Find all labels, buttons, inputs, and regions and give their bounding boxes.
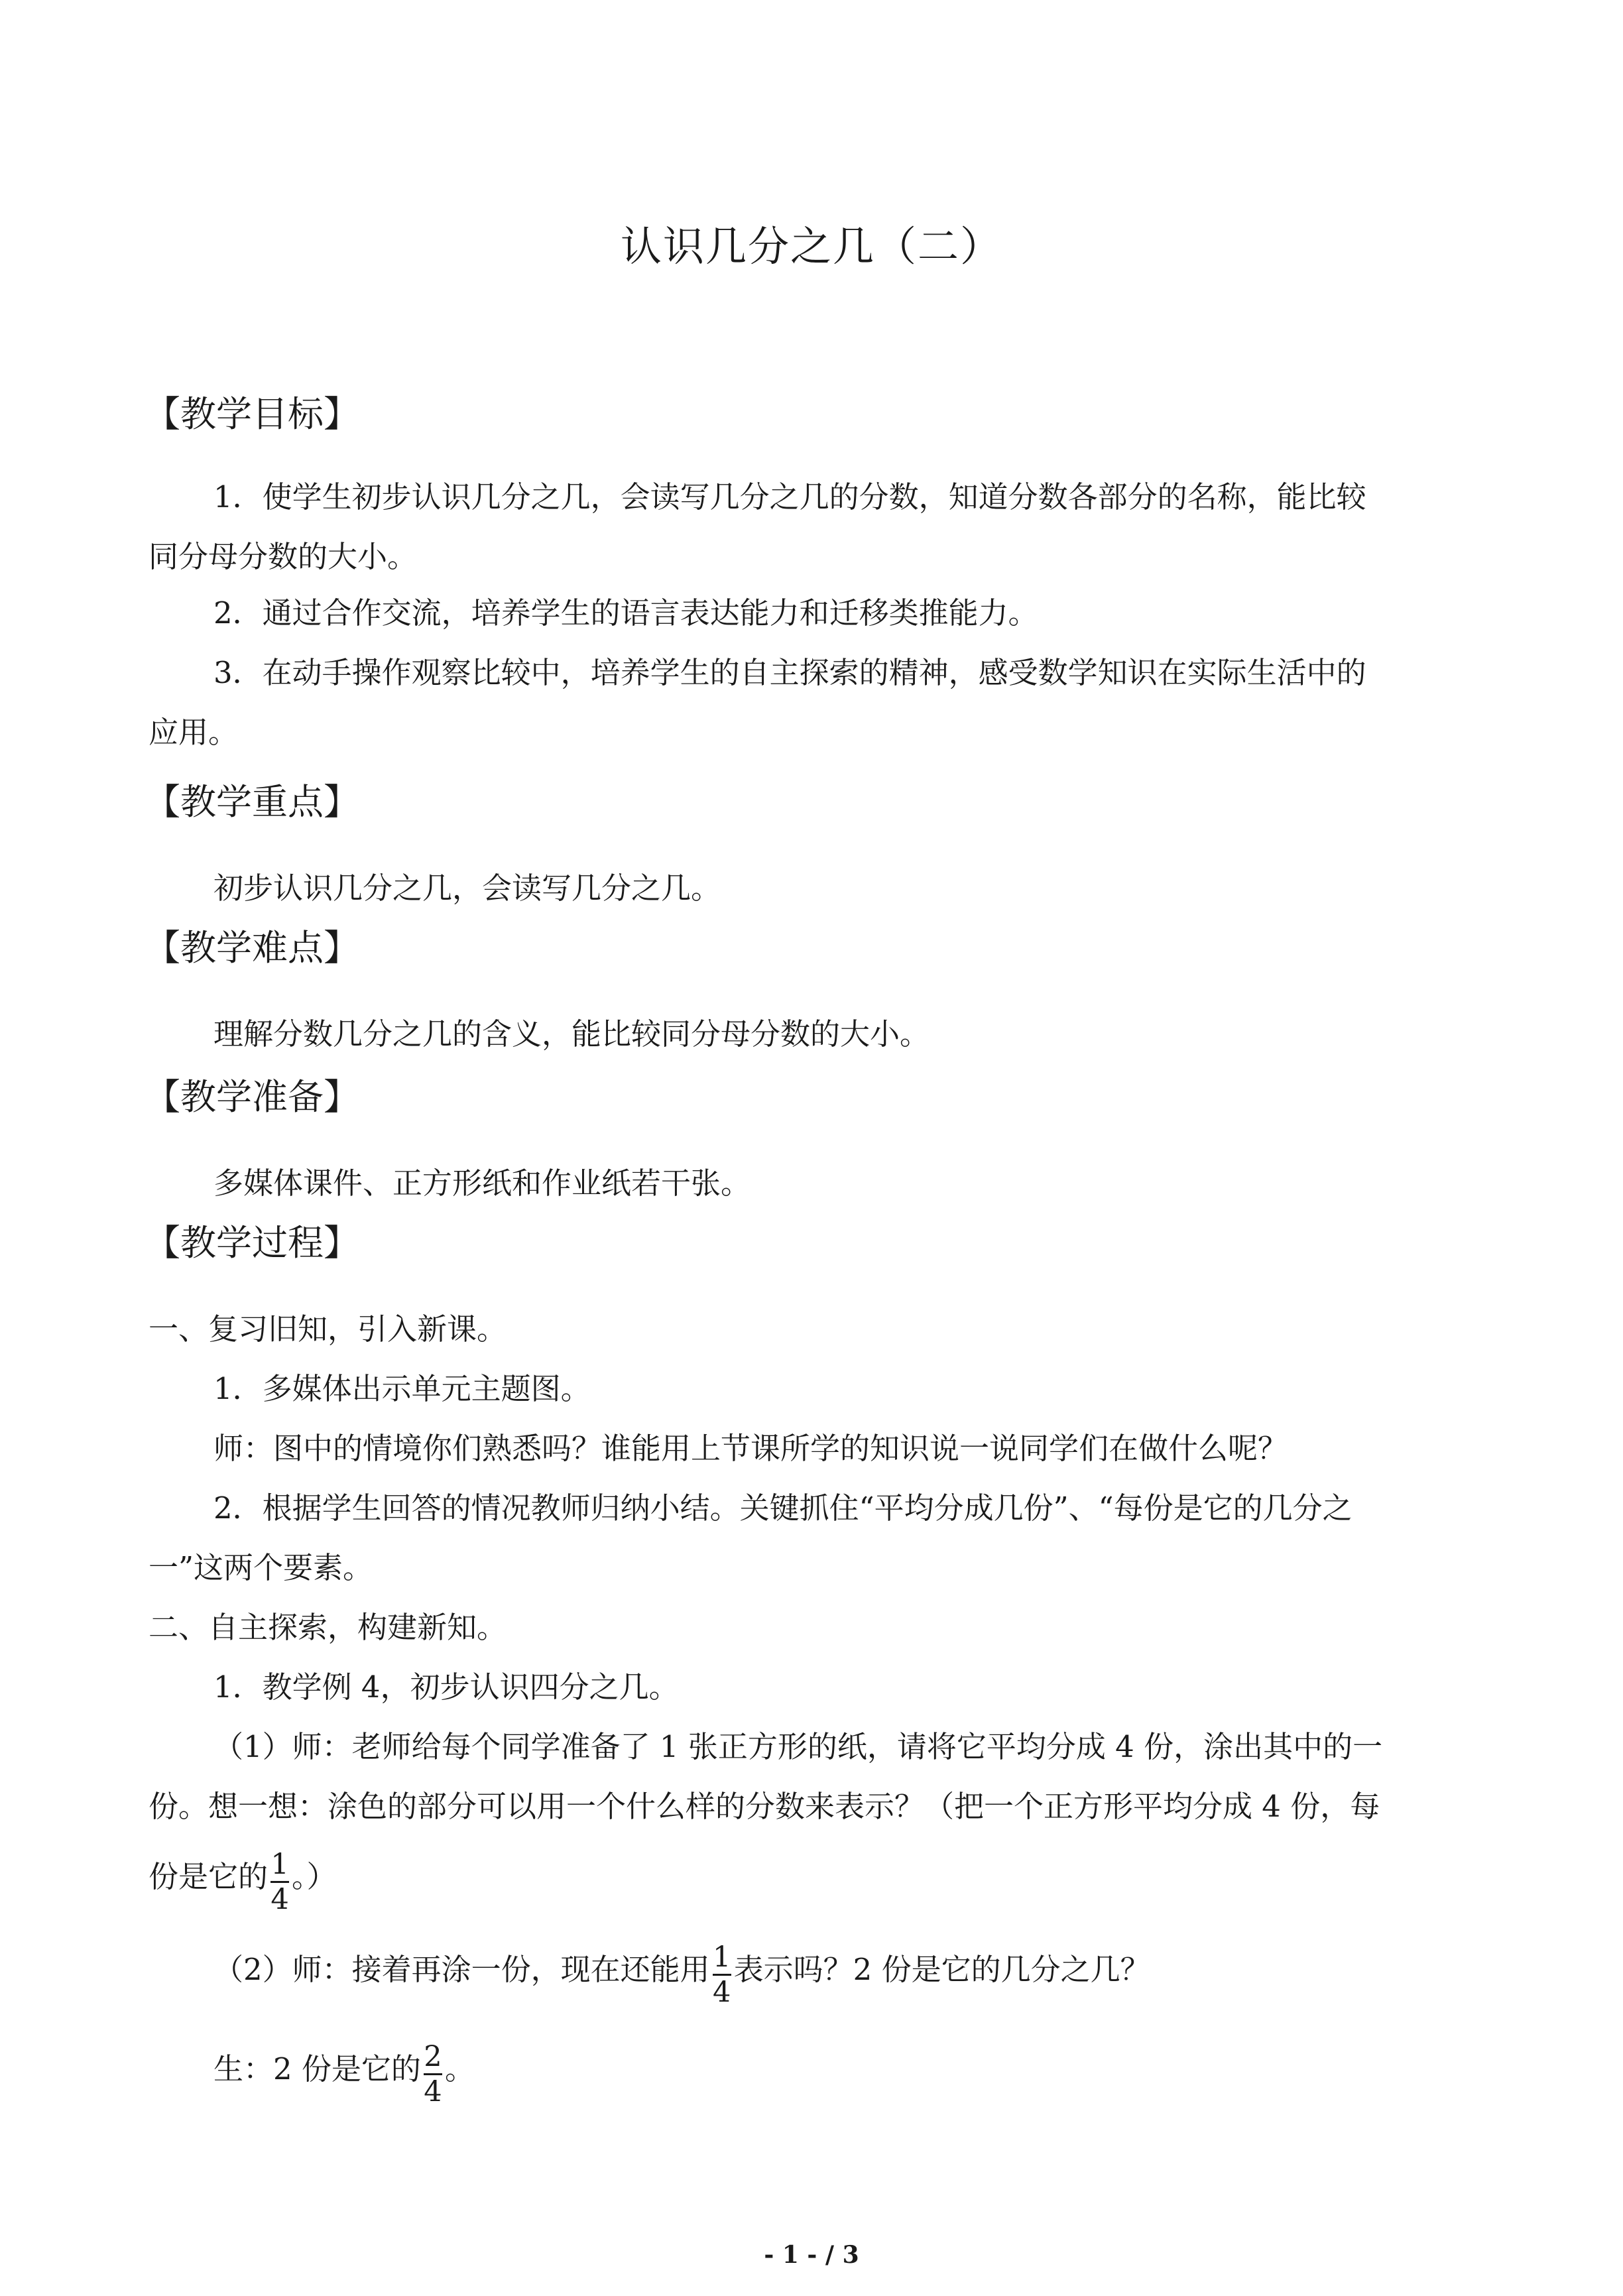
page-title: 认识几分之几（二）	[620, 222, 1002, 271]
process-item-2-line-2: 一”这两个要素。	[149, 1550, 373, 1585]
text-segment: 表示吗？2 份是它的几分之几？	[733, 1952, 1150, 1987]
difficult-text: 理解分数几分之几的含义，能比较同分母分数的大小。	[213, 1016, 930, 1052]
fraction-two-quarters	[424, 2041, 442, 2107]
process-step-2: 二、自主探索，构建新知。	[149, 1610, 507, 1645]
fraction-denominator: 4	[270, 1883, 289, 1916]
process-sub-1-line-3	[149, 1846, 337, 1916]
fraction-numerator: 1	[712, 1941, 731, 1974]
process-sub-1-line-1: （1）师：老师给每个同学准备了 1 张正方形的纸，请将它平均分成 4 份，涂出其中的一	[213, 1729, 1383, 1764]
text-segment: （2）师：接着再涂一份，现在还能用	[213, 1952, 710, 1987]
process-example-4: 1．教学例 4，初步认识四分之几。	[213, 1669, 679, 1705]
goal-3-line-2: 应用。	[149, 715, 239, 750]
process-sub-1-line-2: 份。想一想：涂色的部分可以用一个什么样的分数来表示？（把一个正方形平均分成 4 份，每	[149, 1789, 1380, 1824]
fraction-denominator: 4	[712, 1976, 731, 2009]
fraction-one-quarter	[270, 1849, 289, 1915]
goal-2: 2．通过合作交流，培养学生的语言表达能力和迁移类推能力。	[213, 595, 1038, 631]
prep-text: 多媒体课件、正方形纸和作业纸若干张。	[213, 1166, 751, 1201]
process-teacher-question: 师：图中的情境你们熟悉吗？谁能用上节课所学的知识说一说同学们在做什么呢？	[213, 1431, 1288, 1466]
process-item-1: 1．多媒体出示单元主题图。	[213, 1371, 591, 1406]
goal-1-line-1: 1．使学生初步认识几分之几，会读写几分之几的分数，知道分数各部分的名称，能比较	[213, 479, 1366, 514]
goal-3-line-1: 3．在动手操作观察比较中，培养学生的自主探索的精神，感受数学知识在实际生活中的	[213, 655, 1366, 690]
fraction-one-quarter	[713, 1942, 731, 2008]
text-segment: 。）	[292, 1859, 337, 1894]
process-item-2-line-1: 2．根据学生回答的情况教师归纳小结。关键抓住“平均分成几份”、“每份是它的几分之	[213, 1490, 1352, 1526]
section-heading-difficult: 【教学难点】	[145, 927, 359, 969]
fraction-numerator: 1	[270, 1848, 289, 1881]
section-heading-key: 【教学重点】	[145, 781, 359, 823]
section-heading-process: 【教学过程】	[145, 1222, 359, 1264]
section-heading-prep: 【教学准备】	[145, 1076, 359, 1118]
text-segment: 。	[444, 2051, 475, 2086]
section-heading-goals: 【教学目标】	[145, 393, 359, 435]
goal-1-line-2: 同分母分数的大小。	[149, 539, 418, 574]
process-student-answer	[213, 2039, 475, 2108]
page-number: - 1 - / 3	[764, 2241, 859, 2269]
text-segment: 份是它的	[149, 1859, 269, 1894]
key-text: 初步认识几分之几，会读写几分之几。	[213, 871, 721, 906]
process-sub-2	[213, 1939, 1150, 2009]
process-step-1: 一、复习旧知，引入新课。	[149, 1311, 507, 1347]
fraction-numerator: 2	[424, 2040, 442, 2073]
fraction-denominator: 4	[424, 2075, 442, 2108]
text-segment: 生：2 份是它的	[213, 2051, 421, 2086]
